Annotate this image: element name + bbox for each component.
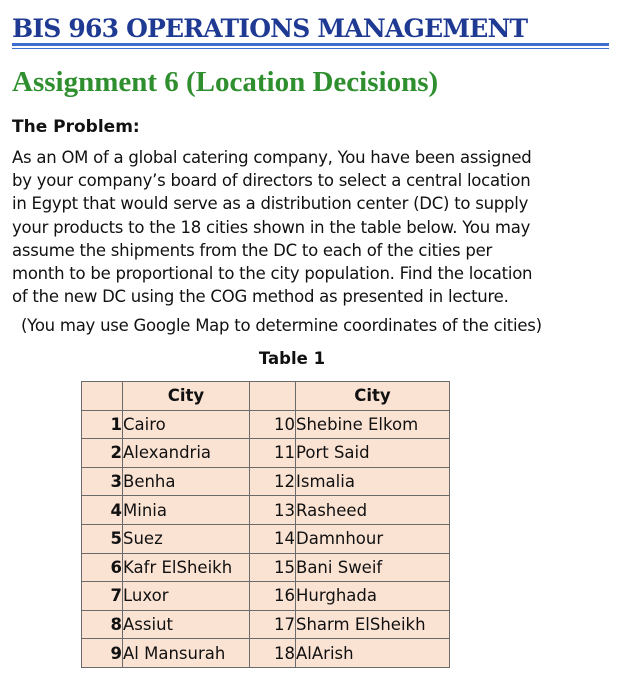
row-number: 17 [250, 610, 296, 639]
city-name: Assiut [123, 610, 250, 639]
city-name: Hurghada [296, 582, 450, 611]
row-number: 15 [250, 553, 296, 582]
city-name: Sharm ElSheikh [296, 610, 450, 639]
row-number: 7 [82, 582, 123, 611]
city-name: Al Mansurah [123, 639, 250, 668]
city-name: Kafr ElSheikh [123, 553, 250, 582]
problem-line: assume the shipments from the DC to each of the cities per [12, 240, 493, 260]
city-name: Port Said [296, 439, 450, 468]
header-number-cell [82, 382, 123, 411]
table-caption: Table 1 [258, 349, 326, 368]
problem-heading: The Problem: [12, 117, 140, 137]
table-header-row [82, 382, 450, 411]
city-name: Cairo [123, 410, 250, 439]
row-number: 6 [82, 553, 123, 582]
table-row [82, 410, 450, 439]
table-row [82, 439, 450, 468]
assignment-title: Assignment 6 (Location Decisions) [12, 66, 439, 98]
city-name: AlArish [296, 639, 450, 668]
city-name: Luxor [123, 582, 250, 611]
row-number: 13 [250, 496, 296, 525]
row-number: 18 [250, 639, 296, 668]
header-number-cell [250, 382, 296, 411]
row-number: 8 [82, 610, 123, 639]
problem-line: As an OM of a global catering company, You have been assigned [12, 148, 532, 167]
problem-line: your products to the 18 cities shown in the table below. You may [12, 217, 531, 237]
course-title: BIS 963 OPERATIONS MANAGEMENT [12, 14, 528, 43]
city-name: Bani Sweif [296, 553, 450, 582]
table-row [82, 496, 450, 525]
row-number: 11 [250, 439, 296, 468]
row-number: 10 [250, 410, 296, 439]
header-city-right: City [296, 382, 450, 411]
table-row [82, 553, 450, 582]
problem-line: of the new DC using the COG method as presented in lecture. [12, 287, 509, 307]
row-number: 16 [250, 582, 296, 611]
cities-table [81, 381, 450, 668]
problem-statement [12, 146, 612, 308]
row-number: 9 [82, 639, 123, 668]
row-number: 1 [82, 410, 123, 439]
google-map-note: (You may use Google Map to determine coordinates of the cities) [21, 316, 542, 335]
row-number: 5 [82, 524, 123, 553]
row-number: 4 [82, 496, 123, 525]
city-name: Alexandria [123, 439, 250, 468]
table-row [82, 582, 450, 611]
city-name: Rasheed [296, 496, 450, 525]
table-row [82, 524, 450, 553]
city-name: Minia [123, 496, 250, 525]
city-name: Ismalia [296, 467, 450, 496]
city-name: Damnhour [296, 524, 450, 553]
row-number: 12 [250, 467, 296, 496]
header-rule-thin [12, 48, 609, 49]
problem-line: in Egypt that would serve as a distribution center (DC) to supply [12, 194, 529, 214]
city-name: Shebine Elkom [296, 410, 450, 439]
city-name: Benha [123, 467, 250, 496]
row-number: 2 [82, 439, 123, 468]
header-rule-thick [12, 43, 609, 46]
problem-line: by your company’s board of directors to select a central location [12, 171, 531, 191]
table-row [82, 467, 450, 496]
table-row [82, 610, 450, 639]
table-row [82, 639, 450, 668]
row-number: 3 [82, 467, 123, 496]
city-name: Suez [123, 524, 250, 553]
row-number: 14 [250, 524, 296, 553]
header-city-left: City [123, 382, 250, 411]
problem-line: month to be proportional to the city population. Find the location [12, 264, 533, 284]
